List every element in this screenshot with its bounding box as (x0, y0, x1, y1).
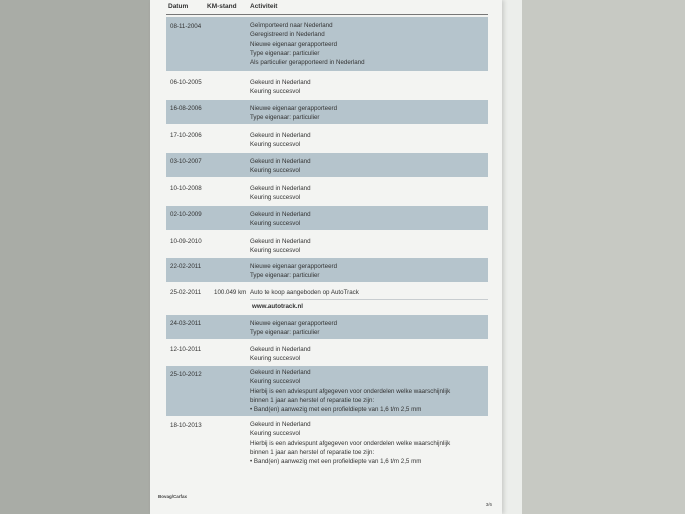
activity-line: Keuring succesvol (250, 141, 301, 149)
history-row (166, 74, 488, 97)
row-activities (250, 319, 337, 338)
history-row (166, 17, 488, 71)
row-date: 10-09-2010 (170, 238, 202, 245)
activity-line: Type eigenaar: particulier (250, 329, 320, 337)
row-date: 24-03-2011 (170, 320, 202, 327)
activity-line: Auto te koop aangeboden op AutoTrack (250, 289, 359, 296)
activity-line: Keuring succesvol (250, 88, 301, 96)
activity-line: Als particulier gerapporteerd in Nederland (250, 59, 365, 67)
activity-line: Gekeurd in Nederland (250, 369, 311, 376)
activity-line: Keuring succesvol (250, 355, 301, 363)
activity-line: Gekeurd in Nederland (250, 421, 311, 428)
paper-stack-edge (500, 0, 522, 514)
footer-brand: Bovag/Carfax (158, 494, 188, 499)
activity-line: Hierbij is een adviespunt afgegeven voor onderdelen welke waarschijnlijk (250, 439, 451, 447)
row-activities (250, 21, 365, 67)
header-rule (166, 14, 488, 15)
activity-line: Gekeurd in Nederland (250, 185, 311, 192)
activity-line: Nieuwe eigenaar gerapporteerd (250, 105, 338, 112)
activity-line: • Band(en) aanwezig met een profieldiepte van 1,6 t/m 2,5 mm (250, 458, 422, 466)
activity-line: Geïmporteerd naar Nederland (250, 22, 333, 29)
row-date: 25-10-2012 (170, 371, 202, 378)
activity-line: Keuring succesvol (250, 247, 301, 255)
activity-line: Type eigenaar: particulier (250, 49, 320, 57)
activity-line: Keuring succesvol (250, 430, 301, 438)
date-column-header: Datum (168, 3, 189, 10)
activity-line: Keuring succesvol (250, 378, 301, 386)
activity-line: Keuring succesvol (250, 220, 301, 228)
row-activities (250, 288, 359, 297)
row-date: 12-10-2011 (170, 346, 202, 353)
history-row (166, 342, 488, 364)
activity-line: Nieuwe eigenaar gerapporteerd (250, 320, 338, 327)
activity-line: binnen 1 jaar aan herstel of reparatie toe zijn: (250, 448, 375, 456)
history-row (166, 180, 488, 203)
activity-line: Hierbij is een adviespunt afgegeven voor onderdelen welke waarschijnlijk (250, 387, 451, 395)
row-activities (250, 368, 450, 414)
activity-line: Type eigenaar: particulier (250, 114, 320, 122)
row-activities (250, 184, 311, 203)
row-date: 03-10-2007 (170, 158, 202, 165)
activity-line: Keuring succesvol (250, 194, 301, 202)
activity-line: Geregistreerd in Nederland (250, 31, 325, 39)
activity-line: Nieuwe eigenaar gerapporteerd (250, 263, 338, 270)
history-row (166, 233, 488, 256)
history-row (166, 153, 488, 177)
row-activities (250, 131, 311, 150)
row-activities (250, 237, 311, 256)
activity-column-header: Activiteit (250, 3, 278, 10)
history-row (166, 315, 488, 339)
row-date: 08-11-2004 (170, 23, 202, 30)
history-row (166, 366, 488, 416)
background-right (520, 0, 685, 514)
row-activities (250, 157, 311, 176)
row-activities (250, 210, 311, 229)
row-date: 06-10-2005 (170, 79, 202, 86)
activity-line: Gekeurd in Nederland (250, 132, 311, 139)
row-date: 17-10-2006 (170, 132, 202, 139)
activity-line: Type eigenaar: particulier (250, 272, 320, 280)
history-row (166, 100, 488, 124)
row-separator (250, 299, 488, 300)
activity-line: Gekeurd in Nederland (250, 238, 311, 245)
row-activities (250, 345, 311, 364)
history-row (166, 127, 488, 150)
autotrack-link[interactable]: www.autotrack.nl (252, 303, 303, 310)
history-row (166, 284, 488, 314)
activity-line: Keuring succesvol (250, 167, 301, 175)
activity-line: • Band(en) aanwezig met een profieldiepte van 1,6 t/m 2,5 mm (250, 406, 422, 414)
row-date: 22-02-2011 (170, 263, 202, 270)
history-row (166, 258, 488, 282)
row-date: 16-08-2006 (170, 105, 202, 112)
document-page (150, 0, 502, 514)
row-date: 25-02-2011 (170, 289, 202, 296)
activity-line: Gekeurd in Nederland (250, 79, 311, 86)
activity-line: Nieuwe eigenaar gerapporteerd (250, 40, 338, 48)
activity-line: Gekeurd in Nederland (250, 158, 311, 165)
history-row (166, 206, 488, 230)
activity-line: binnen 1 jaar aan herstel of reparatie toe zijn: (250, 396, 375, 404)
row-date: 18-10-2013 (170, 422, 202, 429)
page-number: 3/6 (485, 502, 492, 507)
row-activities (250, 78, 311, 97)
row-km: 100.049 km (214, 289, 247, 296)
activity-line: Gekeurd in Nederland (250, 211, 311, 218)
km-column-header: KM-stand (207, 3, 237, 10)
history-row (166, 418, 488, 466)
background-left (0, 0, 150, 514)
row-date: 02-10-2009 (170, 211, 202, 218)
row-activities (250, 420, 450, 466)
activity-line: Gekeurd in Nederland (250, 346, 311, 353)
row-date: 10-10-2008 (170, 185, 202, 192)
row-activities (250, 262, 337, 281)
row-activities (250, 104, 337, 123)
